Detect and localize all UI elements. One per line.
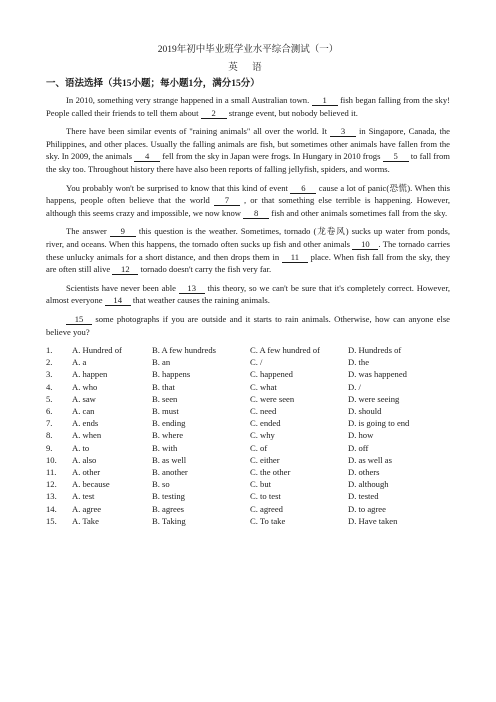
answer-blank: 8 bbox=[243, 208, 269, 219]
option-row bbox=[46, 429, 450, 441]
passage-paragraph bbox=[46, 313, 450, 338]
option-c: C. either bbox=[250, 454, 280, 465]
passage-text: strange event, but nobody believed it. bbox=[226, 107, 358, 118]
options-table bbox=[46, 344, 450, 527]
question-number: 5. bbox=[46, 393, 53, 404]
option-a: A. to bbox=[72, 442, 90, 453]
option-d: D. as well as bbox=[348, 454, 392, 465]
option-a: A. other bbox=[72, 466, 101, 477]
passage-text: cause a lot of panic(恐慌). When this happens, people often believe that the world bbox=[46, 182, 450, 206]
question-number: 6. bbox=[46, 406, 53, 417]
passage-text: in Singapore, Canada, the Philippines, and other places. Usually the falling animals are fish, but sometimes other animals have fallen from the sky. In 2009, the animals bbox=[46, 126, 450, 162]
passage-paragraph bbox=[46, 94, 450, 119]
passage-text: fish began falling from the sky! People called their friends to tell them about bbox=[46, 95, 450, 118]
option-row bbox=[46, 515, 450, 527]
option-d: D. tested bbox=[348, 491, 379, 502]
option-b: B. must bbox=[152, 406, 179, 417]
option-b: B. seen bbox=[152, 393, 178, 404]
passage-text: tornado doesn't carry the fish very far. bbox=[138, 264, 272, 275]
option-a: A. Take bbox=[72, 515, 99, 526]
option-a: A. test bbox=[72, 491, 95, 502]
question-number: 12. bbox=[46, 479, 57, 490]
option-b: B. as well bbox=[152, 454, 187, 465]
answer-blank: 5 bbox=[383, 151, 409, 162]
answer-blank: 9 bbox=[110, 226, 136, 237]
option-row bbox=[46, 490, 450, 502]
option-a: A. agree bbox=[72, 503, 102, 514]
option-b: B. happens bbox=[152, 369, 191, 380]
answer-blank: 15 bbox=[66, 314, 92, 325]
option-c: C. why bbox=[250, 430, 275, 441]
option-b: B. agrees bbox=[152, 503, 184, 514]
option-a: A. happen bbox=[72, 369, 108, 380]
question-number: 3. bbox=[46, 369, 53, 380]
option-a: A. a bbox=[72, 357, 87, 368]
passage-paragraph bbox=[46, 125, 450, 175]
option-row bbox=[46, 417, 450, 429]
option-b: B. so bbox=[152, 479, 170, 490]
passage bbox=[46, 94, 450, 338]
option-c: C. what bbox=[250, 381, 277, 392]
option-d: D. how bbox=[348, 430, 374, 441]
option-c: C. the other bbox=[250, 466, 291, 477]
option-d: D. others bbox=[348, 466, 380, 477]
passage-text: Scientists have never been able bbox=[66, 282, 179, 293]
option-d: D. should bbox=[348, 406, 382, 417]
option-row bbox=[46, 368, 450, 380]
passage-text: that weather causes the raining animals. bbox=[130, 295, 270, 306]
option-d: D. is going to end bbox=[348, 418, 410, 429]
question-number: 7. bbox=[46, 418, 53, 429]
answer-blank: 11 bbox=[282, 252, 308, 263]
option-row bbox=[46, 393, 450, 405]
question-number: 13. bbox=[46, 491, 57, 502]
option-c: C. were seen bbox=[250, 393, 295, 404]
answer-blank: 12 bbox=[112, 264, 138, 275]
passage-paragraph bbox=[46, 225, 450, 275]
passage-text: this question is the weather. Sometimes, tornado (龙卷风) sucks up water from ponds, river, and oceans. When this happens, the tornado often sucks up fish and other animals bbox=[46, 226, 451, 249]
option-b: B. an bbox=[152, 357, 171, 368]
option-d: D. to agree bbox=[348, 503, 386, 514]
option-b: B. where bbox=[152, 430, 184, 441]
option-b: B. ending bbox=[152, 418, 186, 429]
question-number: 15. bbox=[46, 515, 57, 526]
answer-blank: 14 bbox=[105, 295, 131, 306]
question-number: 8. bbox=[46, 430, 53, 441]
option-a: A. saw bbox=[72, 393, 96, 404]
option-c: C. ended bbox=[250, 418, 281, 429]
passage-text: , or that something else terrible is happening. However, although this seems crazy and impossible, we now know bbox=[46, 195, 450, 218]
option-b: B. that bbox=[152, 381, 175, 392]
passage-text: The answer bbox=[66, 226, 110, 237]
passage-paragraph bbox=[46, 182, 450, 220]
subject-heading: 英 语 bbox=[228, 63, 268, 73]
option-a: A. who bbox=[72, 381, 98, 392]
question-number: 9. bbox=[46, 442, 53, 453]
option-row bbox=[46, 503, 450, 515]
answer-blank: 3 bbox=[330, 126, 356, 137]
option-d: D. Hundreds of bbox=[348, 345, 402, 356]
option-c: C. agreed bbox=[250, 503, 283, 514]
passage-text: fell from the sky in Japan were frogs. In Hungary in 2010 frogs bbox=[160, 151, 383, 162]
passage-text: You probably won't be surprised to know that this kind of event bbox=[66, 182, 291, 193]
option-c: C. to test bbox=[250, 491, 281, 502]
option-c: C. / bbox=[250, 357, 263, 368]
question-number: 10. bbox=[46, 454, 57, 465]
exam-title: 2019年初中毕业班学业水平综合测试（一） bbox=[157, 45, 339, 55]
option-row bbox=[46, 478, 450, 490]
option-a: A. Hundred of bbox=[72, 345, 122, 356]
passage-text: fish and other animals sometimes fall from the sky. bbox=[269, 207, 448, 218]
answer-blank: 6 bbox=[290, 183, 316, 194]
option-row bbox=[46, 454, 450, 466]
option-c: C. To take bbox=[250, 515, 286, 526]
answer-blank: 1 bbox=[312, 95, 338, 106]
option-d: D. were seeing bbox=[348, 393, 400, 404]
option-row bbox=[46, 405, 450, 417]
option-c: C. happened bbox=[250, 369, 293, 380]
option-d: D. Have taken bbox=[348, 515, 398, 526]
option-c: C. of bbox=[250, 442, 268, 453]
passage-text: place. When fish fall from the sky, they are often still alive bbox=[46, 251, 450, 275]
option-b: B. another bbox=[152, 466, 188, 477]
answer-blank: 10 bbox=[352, 239, 378, 250]
passage-paragraph bbox=[46, 282, 450, 307]
question-number: 2. bbox=[46, 357, 53, 368]
option-row bbox=[46, 466, 450, 478]
answer-blank: 7 bbox=[214, 195, 240, 206]
option-a: A. ends bbox=[72, 418, 99, 429]
option-c: C. A few hundred of bbox=[250, 345, 320, 356]
option-b: B. with bbox=[152, 442, 178, 453]
passage-text: There have been similar events of "raining animals" all over the world. It bbox=[66, 126, 330, 137]
option-d: D. the bbox=[348, 357, 370, 368]
passage-text: . The tornado carries these unlucky animals for a short distance, and then drops them in bbox=[46, 238, 450, 262]
passage-text: In 2010, something very strange happened in a small Australian town. bbox=[66, 95, 312, 105]
question-number: 4. bbox=[46, 381, 53, 392]
passage-text: to fall from the sky too. Throughout history there have also been reports of falling jellyfish, spiders, and worms. bbox=[46, 151, 450, 174]
option-b: B. testing bbox=[152, 491, 185, 502]
option-b: B. A few hundreds bbox=[152, 345, 216, 356]
option-c: C. but bbox=[250, 479, 272, 490]
option-a: A. also bbox=[72, 454, 97, 465]
option-c: C. need bbox=[250, 406, 277, 417]
question-number: 1. bbox=[46, 345, 53, 356]
option-row bbox=[46, 442, 450, 454]
section-heading: 一、语法选择（共15小题；每小题1分，满分15分） bbox=[46, 79, 260, 89]
option-d: D. / bbox=[348, 381, 361, 392]
option-row bbox=[46, 356, 450, 368]
option-a: A. because bbox=[72, 479, 110, 490]
answer-blank: 13 bbox=[179, 283, 205, 294]
option-b: B. Taking bbox=[152, 515, 186, 526]
passage-text: some photographs if you are outside and it starts to rain animals. Otherwise, how can anyone else believe you? bbox=[46, 313, 450, 337]
option-a: A. when bbox=[72, 430, 102, 441]
option-row bbox=[46, 381, 450, 393]
question-number: 11. bbox=[46, 466, 57, 477]
answer-blank: 4 bbox=[134, 151, 160, 162]
option-row bbox=[46, 344, 450, 356]
option-d: D. although bbox=[348, 479, 389, 490]
option-d: D. was happened bbox=[348, 369, 407, 380]
option-a: A. can bbox=[72, 406, 95, 417]
option-d: D. off bbox=[348, 442, 369, 453]
answer-blank: 2 bbox=[201, 108, 227, 119]
question-number: 14. bbox=[46, 503, 57, 514]
passage-text: this theory, so we can't be sure that it's completely correct. However, almost everyone bbox=[46, 282, 450, 306]
